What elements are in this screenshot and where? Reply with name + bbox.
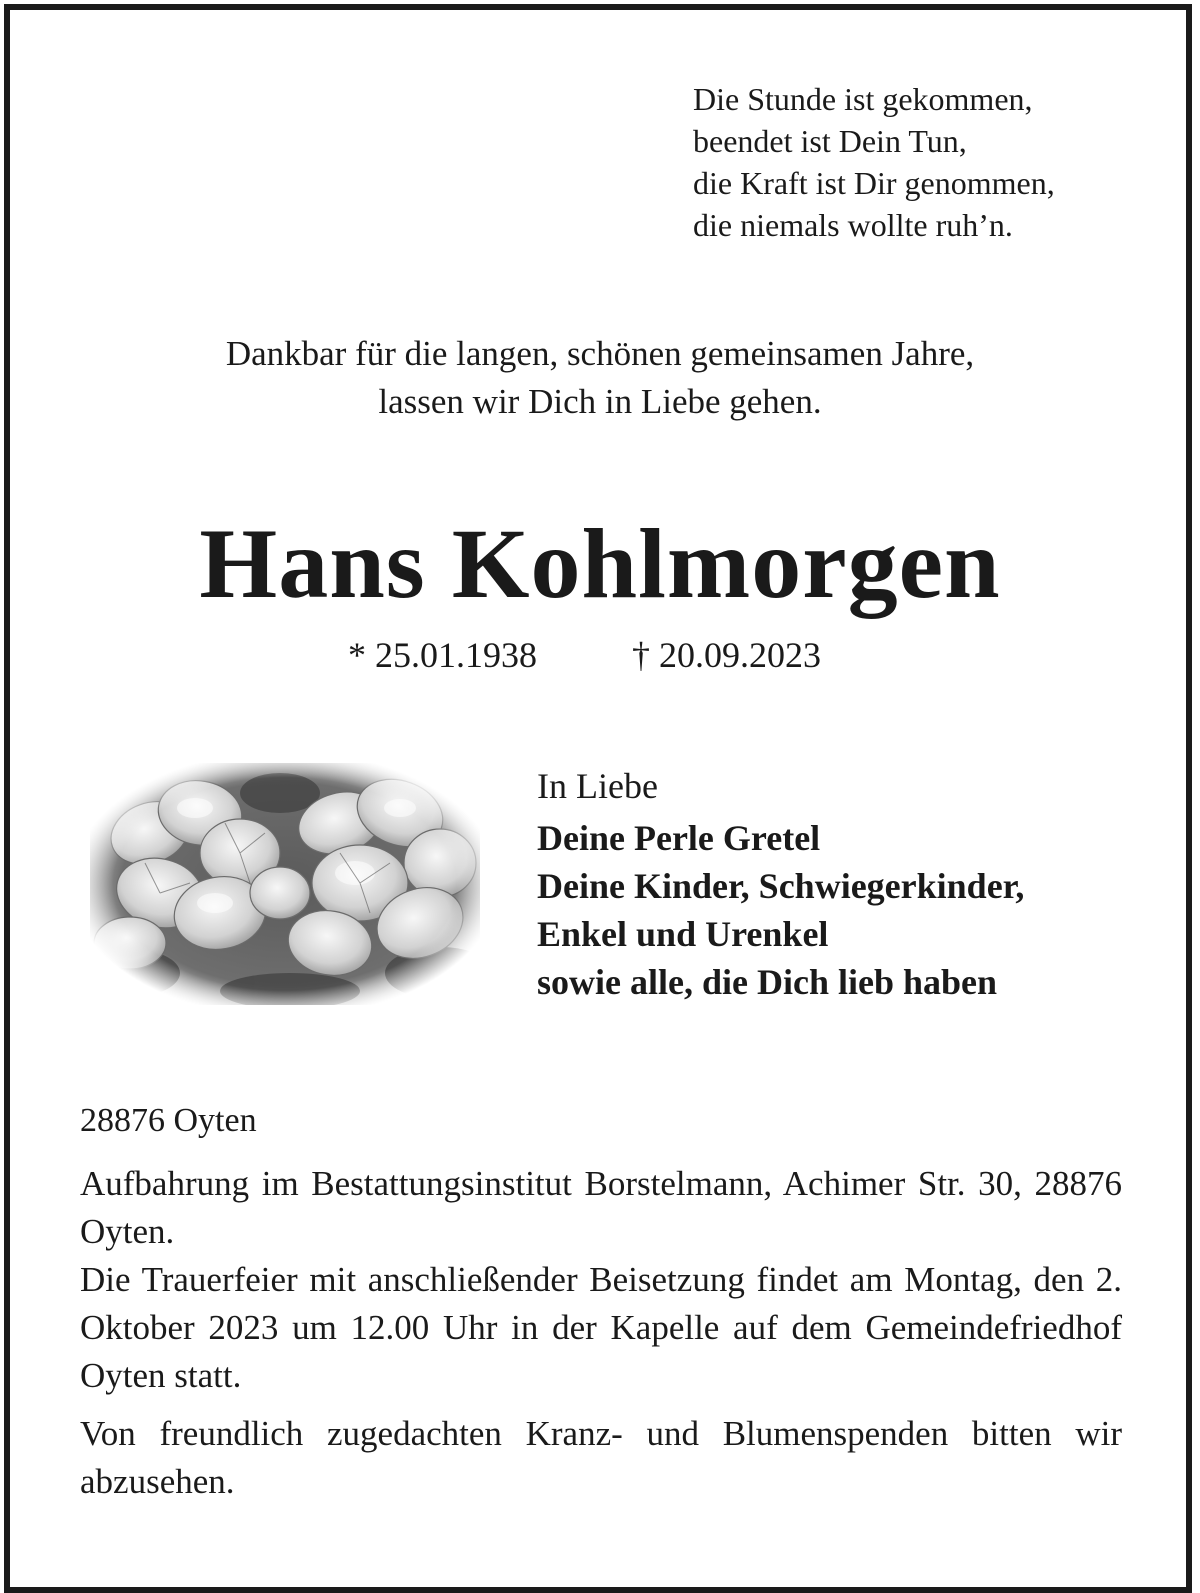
- mourners-intro: In Liebe: [537, 766, 658, 806]
- death-date: † 20.09.2023: [632, 635, 821, 675]
- mourners: [537, 762, 1024, 1006]
- mourner-line: Enkel und Urenkel: [537, 914, 829, 954]
- gratitude-line: lassen wir Dich in Liebe gehen.: [378, 382, 822, 421]
- birth-date: * 25.01.1938: [348, 635, 537, 675]
- mourner-line: sowie alle, die Dich lieb haben: [537, 962, 998, 1002]
- rhododendron-flower-photo: [90, 763, 480, 1005]
- flower-donation-note: Von freundlich zugedachten Kranz- und Blumenspenden bitten wir abzusehen.: [80, 1414, 1122, 1501]
- deceased-name: Hans Kohlmorgen: [199, 508, 1001, 619]
- gratitude-line: Dankbar für die langen, schönen gemeinsamen Jahre,: [225, 334, 975, 373]
- poem-line: die Kraft ist Dir genommen,: [693, 165, 1055, 201]
- poem-line: Die Stunde ist gekommen,: [693, 81, 1033, 117]
- viewing-info: Aufbahrung im Bestattungsinstitut Borstelmann, Achimer Str. 30, 28876 Oyten.: [80, 1164, 1122, 1251]
- gratitude-text: [0, 330, 1200, 426]
- residence-place: 28876 Oyten: [80, 1102, 257, 1139]
- poem: [693, 78, 1055, 246]
- ceremony-info: Die Trauerfeier mit anschließender Beisetzung findet am Montag, den 2. Oktober 2023 um 12.00 Uhr in der Kapelle auf dem Gemeindefriedhof Oyten statt.: [80, 1260, 1122, 1395]
- poem-line: beendet ist Dein Tun,: [693, 123, 967, 159]
- mourner-line: Deine Kinder, Schwiegerkinder,: [537, 866, 1025, 906]
- poem-line: die niemals wollte ruh’n.: [693, 207, 1013, 243]
- mourner-line: Deine Perle Gretel: [537, 818, 821, 858]
- funeral-details: [80, 1160, 1122, 1506]
